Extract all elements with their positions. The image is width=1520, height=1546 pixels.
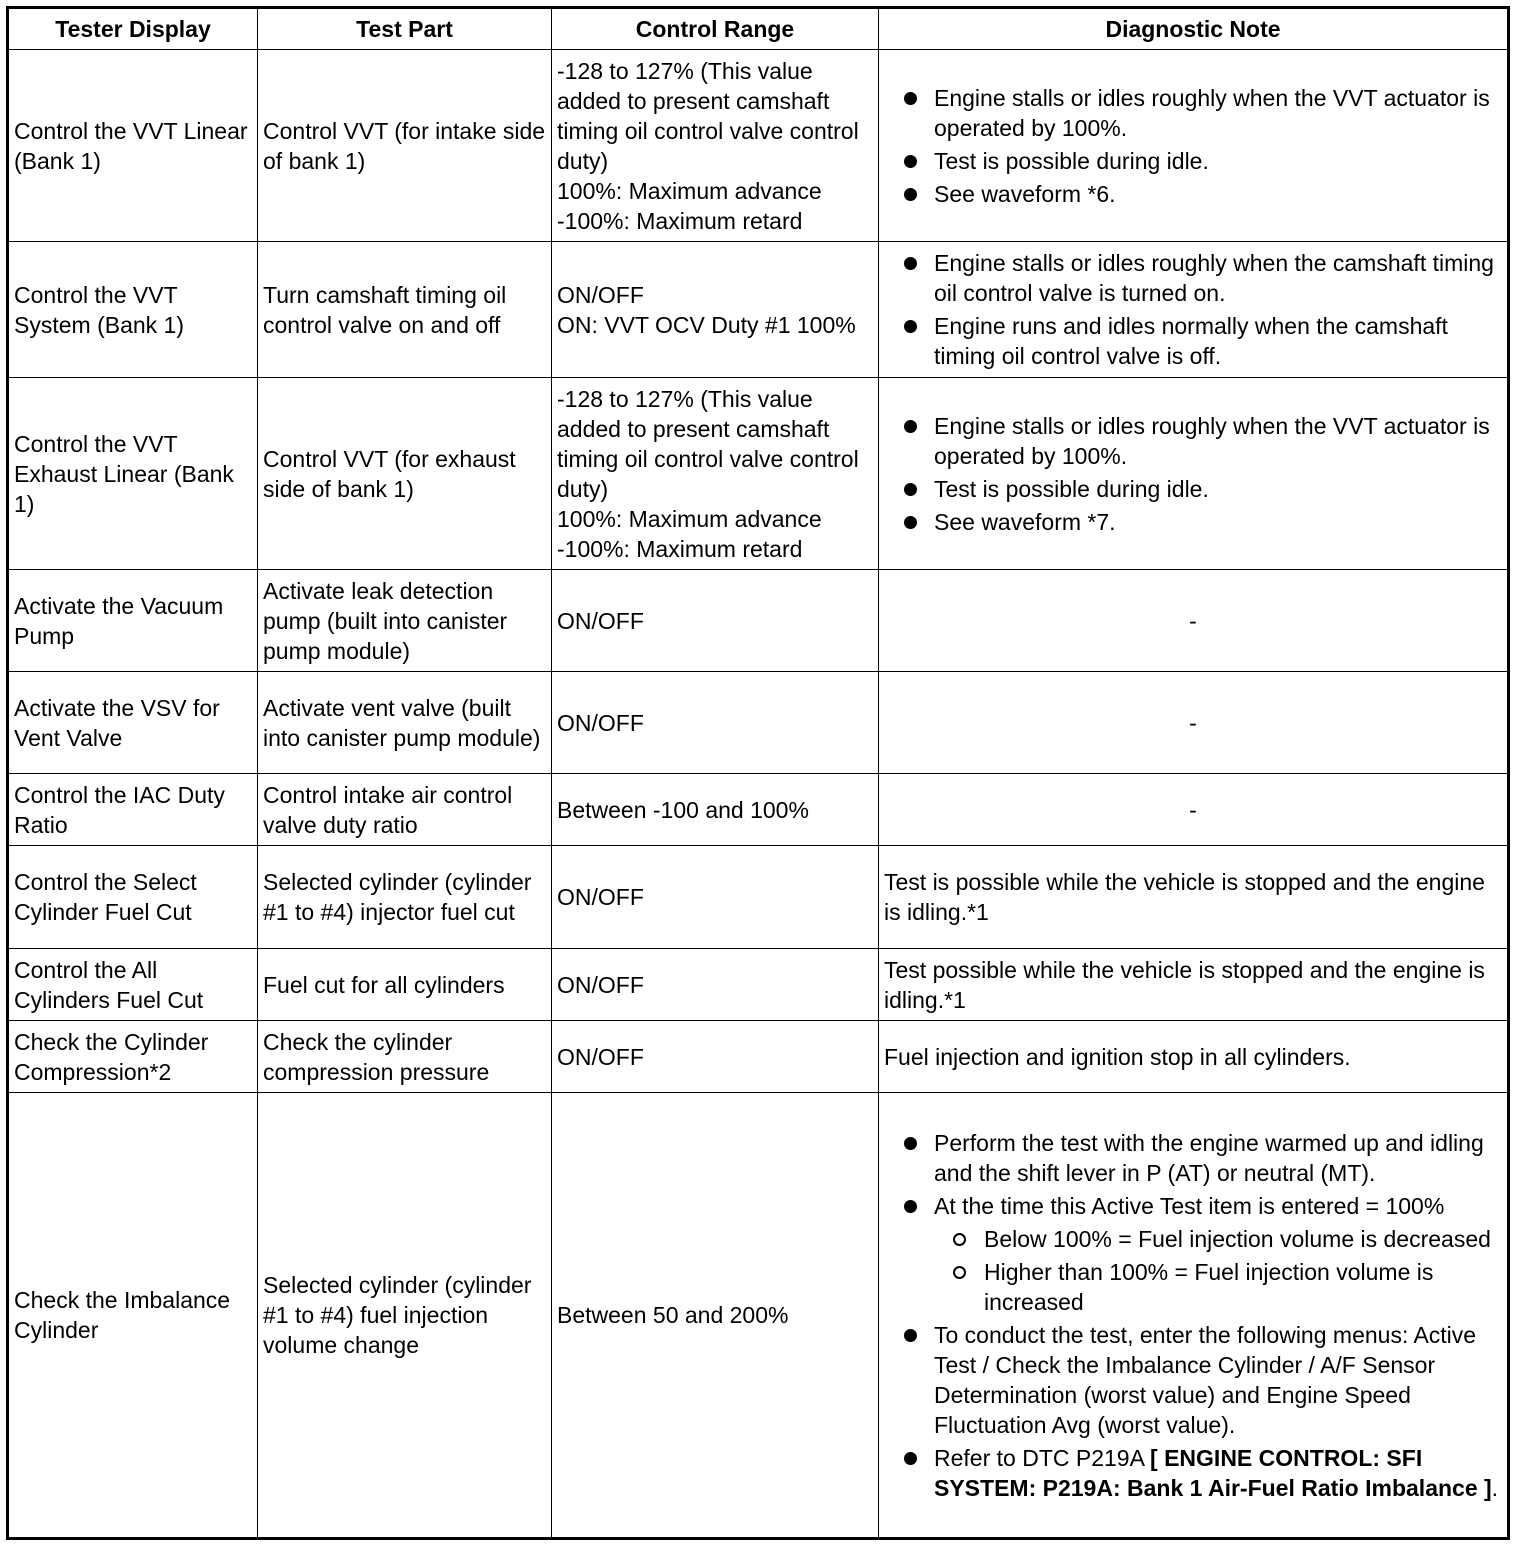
table-row (8, 1021, 1509, 1093)
tester-display-cell: Control the VVT System (Bank 1) (8, 242, 258, 378)
diagnostic-note-cell (879, 1093, 1509, 1539)
table-row (8, 570, 1509, 672)
table-row (8, 846, 1509, 949)
control-range-cell (552, 242, 879, 378)
tester-display-cell: Control the All Cylinders Fuel Cut (8, 949, 258, 1021)
range-line: -128 to 127% (This value added to present camshaft timing oil control valve control duty) (557, 385, 859, 502)
note-sub-bullet: Below 100% = Fuel injection volume is decreased (934, 1224, 1502, 1254)
table-row (8, 50, 1509, 242)
diagnostic-note-cell: - (879, 672, 1509, 774)
table-row (8, 1093, 1509, 1539)
tester-display-cell: Control the IAC Duty Ratio (8, 774, 258, 846)
diagnostic-note-cell (879, 242, 1509, 378)
range-line: ON: VVT OCV Duty #1 100% (557, 311, 856, 338)
range-line: 100%: Maximum advance (557, 177, 822, 204)
header-test-part: Test Part (258, 8, 552, 50)
table-row (8, 949, 1509, 1021)
header-row (8, 8, 1509, 50)
diagnostic-note-cell: Test possible while the vehicle is stopped and the engine is idling.*1 (879, 949, 1509, 1021)
test-part-cell: Activate leak detection pump (built into canister pump module) (258, 570, 552, 672)
table-row (8, 672, 1509, 774)
active-test-table (6, 6, 1510, 1540)
diagnostic-note-cell (879, 50, 1509, 242)
diagnostic-note-cell: - (879, 570, 1509, 672)
range-line: -100%: Maximum retard (557, 207, 803, 234)
test-part-cell: Turn camshaft timing oil control valve on and off (258, 242, 552, 378)
test-part-cell: Control VVT (for intake side of bank 1) (258, 50, 552, 242)
note-bullet: Test is possible during idle. (884, 474, 1502, 504)
control-range-cell (552, 50, 879, 242)
header-diagnostic-note: Diagnostic Note (879, 8, 1509, 50)
tester-display-cell: Control the VVT Exhaust Linear (Bank 1) (8, 378, 258, 570)
note-bullet: Engine stalls or idles roughly when the VVT actuator is operated by 100%. (884, 411, 1502, 471)
note-sub-bullet: Higher than 100% = Fuel injection volume is increased (934, 1257, 1502, 1317)
table-row (8, 774, 1509, 846)
test-part-cell: Fuel cut for all cylinders (258, 949, 552, 1021)
note-bullet-text: At the time this Active Test item is entered = 100% (934, 1192, 1445, 1219)
note-bullet-list (884, 1128, 1502, 1503)
note-bullet-list (884, 83, 1502, 209)
note-bullet-text: . (1491, 1474, 1499, 1501)
tester-display-cell: Control the Select Cylinder Fuel Cut (8, 846, 258, 949)
tester-display-cell: Control the VVT Linear (Bank 1) (8, 50, 258, 242)
tester-display-cell: Activate the VSV for Vent Valve (8, 672, 258, 774)
diagnostic-note-cell: Fuel injection and ignition stop in all cylinders. (879, 1021, 1509, 1093)
note-bullet: Engine stalls or idles roughly when the VVT actuator is operated by 100%. (884, 83, 1502, 143)
header-tester-display: Tester Display (8, 8, 258, 50)
note-bullet: See waveform *7. (884, 507, 1502, 537)
test-part-cell: Check the cylinder compression pressure (258, 1021, 552, 1093)
diagnostic-note-cell: Test is possible while the vehicle is stopped and the engine is idling.*1 (879, 846, 1509, 949)
test-part-cell: Control VVT (for exhaust side of bank 1) (258, 378, 552, 570)
diagnostic-note-cell (879, 378, 1509, 570)
control-range-cell: ON/OFF (552, 672, 879, 774)
table-row (8, 242, 1509, 378)
range-line: ON/OFF (557, 281, 644, 308)
control-range-cell: Between -100 and 100% (552, 774, 879, 846)
control-range-cell: ON/OFF (552, 846, 879, 949)
table-row (8, 378, 1509, 570)
note-bullet: Test is possible during idle. (884, 146, 1502, 176)
note-bullet (884, 1191, 1502, 1317)
dtc-reference-link[interactable]: [ ENGINE CONTROL: SFI SYSTEM: P219A: Bank 1 Air-Fuel Ratio Imbalance ] (934, 1444, 1492, 1501)
note-bullet-list (884, 248, 1502, 371)
tester-display-cell: Check the Imbalance Cylinder (8, 1093, 258, 1539)
test-part-cell: Activate vent valve (built into canister pump module) (258, 672, 552, 774)
header-control-range: Control Range (552, 8, 879, 50)
tester-display-cell: Activate the Vacuum Pump (8, 570, 258, 672)
range-line: -128 to 127% (This value added to present camshaft timing oil control valve control duty) (557, 57, 859, 174)
note-bullet (884, 1443, 1502, 1503)
range-line: -100%: Maximum retard (557, 535, 803, 562)
control-range-cell: ON/OFF (552, 1021, 879, 1093)
note-bullet-text: Refer to DTC P219A (934, 1444, 1151, 1471)
control-range-cell: ON/OFF (552, 570, 879, 672)
note-bullet-list (884, 411, 1502, 537)
test-part-cell: Selected cylinder (cylinder #1 to #4) injector fuel cut (258, 846, 552, 949)
diagnostic-note-cell: - (879, 774, 1509, 846)
control-range-cell (552, 378, 879, 570)
note-bullet: To conduct the test, enter the following menus: Active Test / Check the Imbalance Cylinder / A/F Sensor Determination (worst value) and Engine Speed Fluctuation Avg (worst value). (884, 1320, 1502, 1440)
tester-display-cell: Check the Cylinder Compression*2 (8, 1021, 258, 1093)
control-range-cell: ON/OFF (552, 949, 879, 1021)
note-bullet: Engine stalls or idles roughly when the camshaft timing oil control valve is turned on. (884, 248, 1502, 308)
note-bullet: Perform the test with the engine warmed up and idling and the shift lever in P (AT) or neutral (MT). (884, 1128, 1502, 1188)
test-part-cell: Selected cylinder (cylinder #1 to #4) fuel injection volume change (258, 1093, 552, 1539)
test-part-cell: Control intake air control valve duty ratio (258, 774, 552, 846)
note-sub-bullet-list (934, 1224, 1502, 1317)
range-line: 100%: Maximum advance (557, 505, 822, 532)
control-range-cell: Between 50 and 200% (552, 1093, 879, 1539)
note-bullet: Engine runs and idles normally when the camshaft timing oil control valve is off. (884, 311, 1502, 371)
note-bullet: See waveform *6. (884, 179, 1502, 209)
